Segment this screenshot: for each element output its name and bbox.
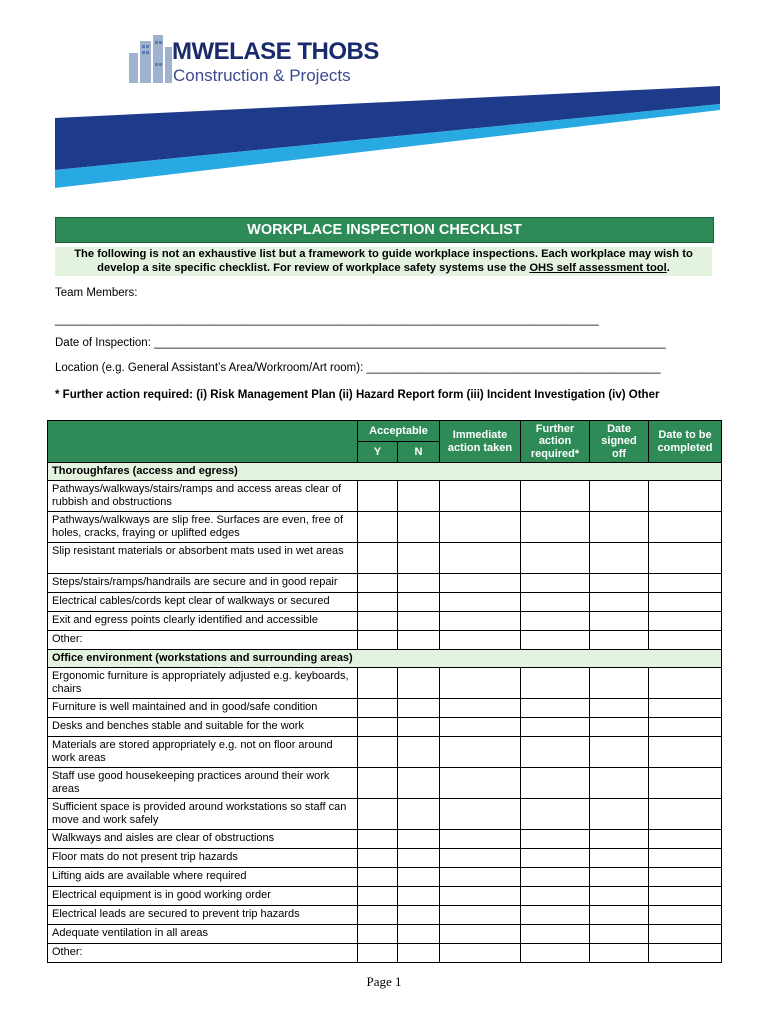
no-cell[interactable] (398, 699, 440, 718)
table-row (48, 699, 722, 718)
no-cell[interactable] (398, 925, 440, 944)
further-action-header: Further action required* (521, 421, 590, 463)
table-row (48, 668, 722, 699)
table-row (48, 543, 722, 574)
no-cell[interactable] (398, 543, 440, 574)
date-signed-cell[interactable] (590, 868, 649, 887)
checklist-body (48, 463, 722, 963)
date-signed-cell[interactable] (590, 925, 649, 944)
checklist-item: Desks and benches stable and suitable for the work (48, 718, 358, 737)
immediate-action-cell[interactable] (440, 543, 521, 574)
table-row (48, 737, 722, 768)
no-cell[interactable] (398, 887, 440, 906)
yes-cell[interactable] (358, 612, 398, 631)
immediate-action-cell[interactable] (440, 849, 521, 868)
no-cell[interactable] (398, 768, 440, 799)
checklist-item: Adequate ventilation in all areas (48, 925, 358, 944)
yes-cell[interactable] (358, 830, 398, 849)
yes-cell[interactable] (358, 887, 398, 906)
company-tagline: Construction & Projects (173, 66, 351, 85)
date-signed-cell[interactable] (590, 612, 649, 631)
date-completed-cell[interactable] (649, 543, 722, 574)
acceptable-header: Acceptable (358, 421, 440, 442)
immediate-action-cell[interactable] (440, 668, 521, 699)
page-number: Page 1 (366, 974, 402, 989)
no-cell[interactable] (398, 512, 440, 543)
immediate-action-cell[interactable] (440, 925, 521, 944)
further-action-cell[interactable] (521, 887, 590, 906)
date-completed-cell[interactable] (649, 737, 722, 768)
date-signed-cell[interactable] (590, 906, 649, 925)
further-action-cell[interactable] (521, 512, 590, 543)
page-title: WORKPLACE INSPECTION CHECKLIST (55, 217, 714, 243)
yes-cell[interactable] (358, 849, 398, 868)
date-signed-cell[interactable] (590, 944, 649, 963)
date-completed-cell[interactable] (649, 830, 722, 849)
no-cell[interactable] (398, 612, 440, 631)
no-cell[interactable] (398, 593, 440, 612)
immediate-action-cell[interactable] (440, 481, 521, 512)
no-cell[interactable] (398, 906, 440, 925)
section-title: Office environment (workstations and surrounding areas) (48, 650, 722, 668)
date-completed-cell[interactable] (649, 699, 722, 718)
header-banner-swoosh (0, 80, 768, 195)
ohs-self-assessment-link[interactable]: OHS self assessment tool (529, 262, 667, 274)
further-action-cell[interactable] (521, 718, 590, 737)
table-row (48, 868, 722, 887)
checklist-item: Walkways and aisles are clear of obstructions (48, 830, 358, 849)
date-signed-cell[interactable] (590, 718, 649, 737)
item-header (48, 421, 358, 463)
table-row (48, 612, 722, 631)
no-cell[interactable] (398, 737, 440, 768)
yes-cell[interactable] (358, 906, 398, 925)
immediate-action-cell[interactable] (440, 593, 521, 612)
yes-cell[interactable] (358, 737, 398, 768)
table-row (48, 512, 722, 543)
intro-text (55, 247, 712, 276)
company-name: MWELASE THOBS (172, 38, 379, 65)
date-signed-cell[interactable] (590, 512, 649, 543)
table-row (48, 574, 722, 593)
no-cell[interactable] (398, 849, 440, 868)
intro-body: The following is not an exhaustive list but a framework to guide workplace inspections. Each workplace may wish to develop a site specific checklist. For review of workplace safety systems use the (74, 248, 693, 274)
location-field[interactable]: Location (e.g. General Assistant’s Area/Workroom/Art room): ______________________________________________ (55, 362, 661, 374)
inspection-checklist-table (47, 420, 722, 963)
immediate-action-cell[interactable] (440, 799, 521, 830)
checklist-item: Lifting aids are available where required (48, 868, 358, 887)
checklist-item: Electrical leads are secured to prevent trip hazards (48, 906, 358, 925)
table-row (48, 799, 722, 830)
date-completed-cell[interactable] (649, 944, 722, 963)
further-action-cell[interactable] (521, 830, 590, 849)
no-header: N (398, 442, 440, 463)
immediate-action-cell[interactable] (440, 768, 521, 799)
yes-cell[interactable] (358, 512, 398, 543)
date-signed-cell[interactable] (590, 699, 649, 718)
checklist-item: Exit and egress points clearly identified and accessible (48, 612, 358, 631)
further-action-cell[interactable] (521, 612, 590, 631)
table-row (48, 830, 722, 849)
yes-cell[interactable] (358, 868, 398, 887)
date-completed-cell[interactable] (649, 631, 722, 650)
table-row (48, 925, 722, 944)
further-action-cell[interactable] (521, 699, 590, 718)
date-signed-cell[interactable] (590, 574, 649, 593)
date-signed-cell[interactable] (590, 849, 649, 868)
immediate-action-cell[interactable] (440, 737, 521, 768)
no-cell[interactable] (398, 631, 440, 650)
checklist-item: Staff use good housekeeping practices around their work areas (48, 768, 358, 799)
immediate-action-cell[interactable] (440, 718, 521, 737)
checklist-item: Pathways/walkways/stairs/ramps and access areas clear of rubbish and obstructions (48, 481, 358, 512)
table-row (48, 631, 722, 650)
immediate-action-cell[interactable] (440, 631, 521, 650)
further-action-cell[interactable] (521, 737, 590, 768)
date-to-be-completed-header: Date to be completed (649, 421, 722, 463)
yes-cell[interactable] (358, 593, 398, 612)
section-row (48, 650, 722, 668)
immediate-action-cell[interactable] (440, 574, 521, 593)
immediate-action-cell[interactable] (440, 906, 521, 925)
table-row (48, 944, 722, 963)
date-completed-cell[interactable] (649, 799, 722, 830)
table-row (48, 887, 722, 906)
date-completed-cell[interactable] (649, 593, 722, 612)
date-signed-cell[interactable] (590, 830, 649, 849)
team-members-label: Team Members: (55, 287, 138, 299)
yes-cell[interactable] (358, 668, 398, 699)
date-completed-cell[interactable] (649, 768, 722, 799)
checklist-item: Steps/stairs/ramps/handrails are secure and in good repair (48, 574, 358, 593)
date-completed-cell[interactable] (649, 868, 722, 887)
further-action-cell[interactable] (521, 944, 590, 963)
checklist-item: Materials are stored appropriately e.g. not on floor around work areas (48, 737, 358, 768)
checklist-item: Floor mats do not present trip hazards (48, 849, 358, 868)
checklist-item: Other: (48, 631, 358, 650)
immediate-action-cell[interactable] (440, 868, 521, 887)
yes-cell[interactable] (358, 799, 398, 830)
checklist-item: Ergonomic furniture is appropriately adjusted e.g. keyboards, chairs (48, 668, 358, 699)
date-signed-cell[interactable] (590, 631, 649, 650)
yes-cell[interactable] (358, 944, 398, 963)
date-completed-cell[interactable] (649, 906, 722, 925)
date-signed-cell[interactable] (590, 481, 649, 512)
no-cell[interactable] (398, 799, 440, 830)
checklist-item: Other: (48, 944, 358, 963)
further-action-cell[interactable] (521, 574, 590, 593)
checklist-item: Sufficient space is provided around workstations so staff can move and work safely (48, 799, 358, 830)
no-cell[interactable] (398, 868, 440, 887)
date-completed-cell[interactable] (649, 512, 722, 543)
yes-cell[interactable] (358, 543, 398, 574)
further-action-cell[interactable] (521, 481, 590, 512)
date-signed-off-header: Date signed off (590, 421, 649, 463)
table-row (48, 593, 722, 612)
immediate-action-cell[interactable] (440, 512, 521, 543)
section-row (48, 463, 722, 481)
date-signed-cell[interactable] (590, 768, 649, 799)
further-action-cell[interactable] (521, 768, 590, 799)
yes-cell[interactable] (358, 574, 398, 593)
date-signed-cell[interactable] (590, 543, 649, 574)
checklist-item: Electrical cables/cords kept clear of walkways or secured (48, 593, 358, 612)
yes-cell[interactable] (358, 718, 398, 737)
further-action-cell[interactable] (521, 593, 590, 612)
date-completed-cell[interactable] (649, 849, 722, 868)
table-row (48, 906, 722, 925)
team-members-line[interactable]: _____________________________________________________________________________________ (55, 314, 599, 326)
further-action-cell[interactable] (521, 799, 590, 830)
date-completed-cell[interactable] (649, 925, 722, 944)
date-of-inspection-field[interactable]: Date of Inspection: ________________________________________________________________________________ (55, 337, 666, 349)
further-action-cell[interactable] (521, 631, 590, 650)
checklist-item: Furniture is well maintained and in good/safe condition (48, 699, 358, 718)
further-action-cell[interactable] (521, 668, 590, 699)
date-completed-cell[interactable] (649, 481, 722, 512)
no-cell[interactable] (398, 944, 440, 963)
no-cell[interactable] (398, 481, 440, 512)
yes-header: Y (358, 442, 398, 463)
date-completed-cell[interactable] (649, 668, 722, 699)
immediate-action-cell[interactable] (440, 944, 521, 963)
date-signed-cell[interactable] (590, 593, 649, 612)
further-action-cell[interactable] (521, 543, 590, 574)
immediate-action-cell[interactable] (440, 612, 521, 631)
immediate-action-cell[interactable] (440, 699, 521, 718)
further-action-cell[interactable] (521, 925, 590, 944)
checklist-item: Pathways/walkways are slip free. Surfaces are even, free of holes, cracks, fraying or uplifted edges (48, 512, 358, 543)
date-signed-cell[interactable] (590, 737, 649, 768)
table-row (48, 849, 722, 868)
date-signed-cell[interactable] (590, 668, 649, 699)
yes-cell[interactable] (358, 768, 398, 799)
further-action-cell[interactable] (521, 868, 590, 887)
yes-cell[interactable] (358, 631, 398, 650)
date-signed-cell[interactable] (590, 887, 649, 906)
further-action-cell[interactable] (521, 849, 590, 868)
intro-end: . (666, 262, 670, 274)
checklist-item: Electrical equipment is in good working order (48, 887, 358, 906)
immediate-action-cell[interactable] (440, 830, 521, 849)
no-cell[interactable] (398, 574, 440, 593)
yes-cell[interactable] (358, 925, 398, 944)
yes-cell[interactable] (358, 481, 398, 512)
table-row (48, 768, 722, 799)
date-completed-cell[interactable] (649, 718, 722, 737)
checklist-item: Slip resistant materials or absorbent mats used in wet areas (48, 543, 358, 574)
yes-cell[interactable] (358, 699, 398, 718)
table-row (48, 718, 722, 737)
date-signed-cell[interactable] (590, 799, 649, 830)
section-title: Thoroughfares (access and egress) (48, 463, 722, 481)
immediate-action-header: Immediate action taken (440, 421, 521, 463)
no-cell[interactable] (398, 668, 440, 699)
date-completed-cell[interactable] (649, 887, 722, 906)
date-completed-cell[interactable] (649, 574, 722, 593)
further-action-cell[interactable] (521, 906, 590, 925)
immediate-action-cell[interactable] (440, 887, 521, 906)
no-cell[interactable] (398, 718, 440, 737)
date-completed-cell[interactable] (649, 612, 722, 631)
table-row (48, 481, 722, 512)
further-action-notice: * Further action required: (i) Risk Management Plan (ii) Hazard Report form (iii) Incident Investigation (iv) Other (55, 389, 660, 401)
no-cell[interactable] (398, 830, 440, 849)
